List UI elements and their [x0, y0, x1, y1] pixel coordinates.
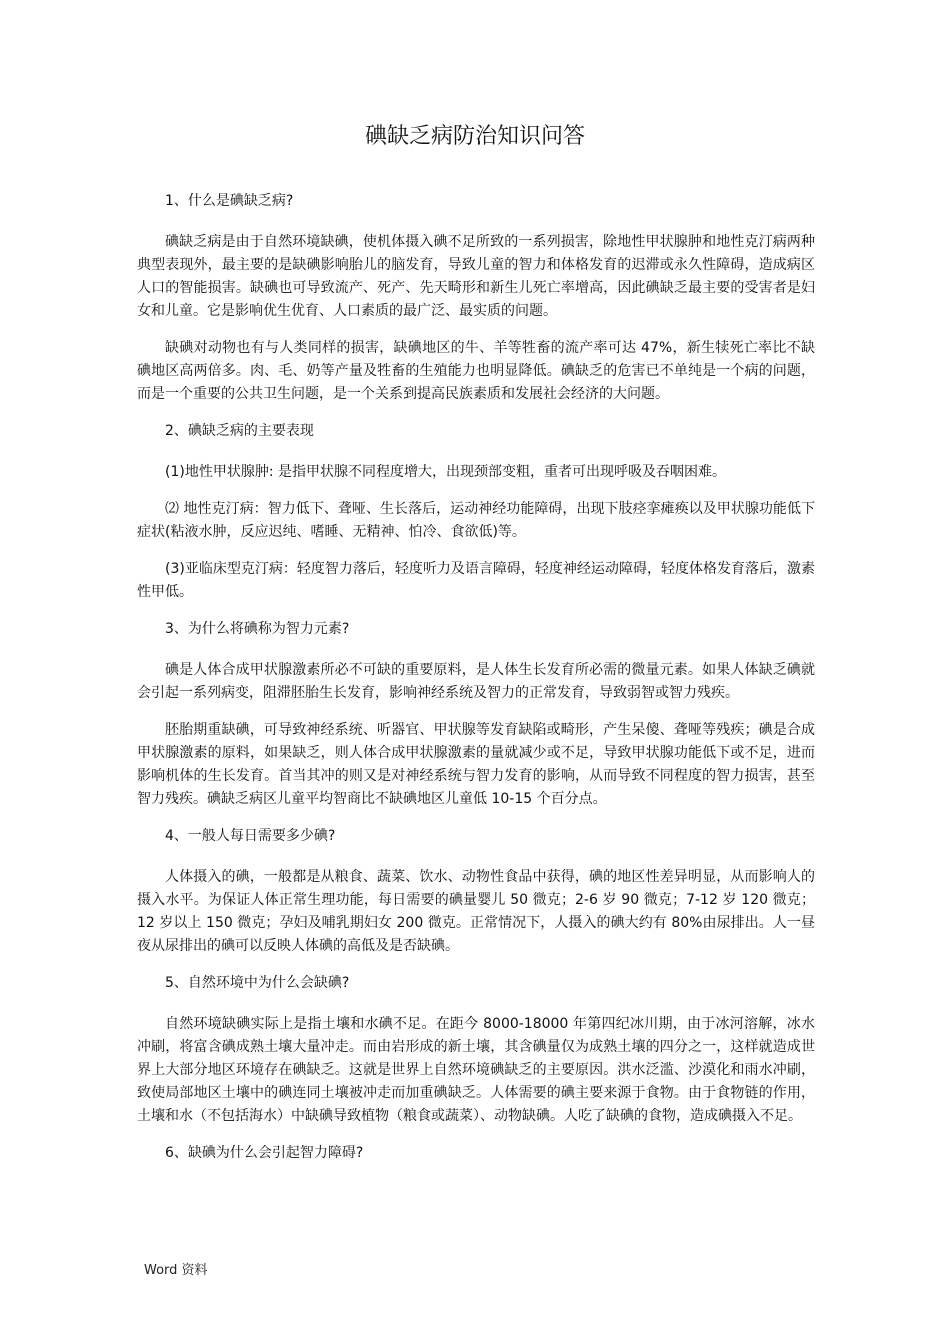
- paragraph: ⑵ 地性克汀病：智力低下、聋哑、生长落后，运动神经功能障碍，出现下肢痉挛瘫痪以及甲状腺功能低下症状(粘液水肿，反应迟纯、嗜睡、无精神、怕冷、食欲低)等。: [137, 501, 815, 540]
- paragraph: (3)亚临床型克汀病：轻度智力落后，轻度听力及语言障碍，轻度神经运动障碍，轻度体格发育落后，激素性甲低。: [137, 561, 815, 600]
- paragraph: 胚胎期重缺碘，可导致神经系统、听器官、甲状腺等发育缺陷或畸形，产生呆傻、聋哑等残疾；碘是合成甲状腺激素的原料，如果缺乏，则人体合成甲状腺激素的量就减少或不足，导致甲状腺功能低下或不足，进而影响机体的生长发育。首当其冲的则又是对神经系统与智力发育的影响，从而导致不同程度的智力损害，甚至智力残疾。碘缺乏病区儿童平均智商比不缺碘地区儿童低 10-15 个百分点。: [137, 722, 815, 807]
- question-heading: 5、自然环境中为什么会缺碘?: [165, 975, 350, 991]
- question-heading: 2、碘缺乏病的主要表现: [165, 423, 314, 439]
- paragraph: 人体摄入的碘，一般都是从粮食、蔬菜、饮水、动物性食品中获得，碘的地区性差异明显，从而影响人的摄入水平。为保证人体正常生理功能，每日需要的碘量婴儿 50 微克；2-6 岁 90 微克；7-12 岁 120 微克；12 岁以上 150 微克；孕妇及哺乳期妇女 200 微克。正常情况下，人摄入的碘大约有 80%由尿排出。人一昼夜从尿排出的碘可以反映人体碘的高低及是否缺碘。: [137, 869, 815, 954]
- question-heading: 3、为什么将碘称为智力元素?: [165, 621, 350, 637]
- paragraph: 缺碘对动物也有与人类同样的损害，缺碘地区的牛、羊等牲畜的流产率可达 47%，新生犊死亡率比不缺碘地区高两倍多。肉、毛、奶等产量及牲畜的生殖能力也明显降低。碘缺乏的危害已不单纯是一个病的问题，而是一个重要的公共卫生问题，是一个关系到提高民族素质和发展社会经济的大问题。: [137, 340, 815, 402]
- question-heading: 1、什么是碘缺乏病?: [165, 193, 294, 209]
- footer-watermark: Word 资料: [144, 1263, 208, 1278]
- paragraph: 碘缺乏病是由于自然环境缺碘，使机体摄入碘不足所致的一系列损害，除地性甲状腺肿和地性克汀病两种典型表现外，最主要的是缺碘影响胎儿的脑发育，导致儿童的智力和体格发育的迟滞或永久性障碍，造成病区人口的智能损害。缺碘也可导致流产、死产、先天畸形和新生儿死亡率增高，因此碘缺乏最主要的受害者是妇女和儿童。它是影响优生优育、人口素质的最广泛、最实质的问题。: [137, 234, 815, 319]
- document-title: 碘缺乏病防治知识问答: [364, 124, 585, 149]
- paragraph: 自然环境缺碘实际上是指土壤和水碘不足。在距今 8000-18000 年第四纪冰川期，由于冰河溶解，冰水冲刷，将富含碘成熟土壤大量冲走。而由岩形成的新土壤，其含碘量仅为成熟土壤的四分之一，这样就造成世界上大部分地区环境存在碘缺乏。这就是世界上自然环境碘缺乏的主要原因。洪水泛滥、沙漠化和雨水冲刷，致使局部地区土壤中的碘连同土壤被冲走而加重碘缺乏。人体需要的碘主要来源于食物。由于食物链的作用，土壤和水（不包括海水）中缺碘导致植物（粮食或蔬菜）、动物缺碘。人吃了缺碘的食物，造成碘摄入不足。: [137, 1016, 815, 1124]
- paragraph: (1)地性甲状腺肿: 是指甲状腺不同程度增大，出现颈部变粗，重者可出现呼吸及吞咽困难。: [165, 464, 726, 480]
- paragraph: 碘是人体合成甲状腺激素所必不可缺的重要原料，是人体生长发育所必需的微量元素。如果人体缺乏碘就会引起一系列病变，阻滞胚胎生长发育，影响神经系统及智力的正常发育，导致弱智或智力残疾。: [137, 662, 815, 701]
- question-heading: 6、缺碘为什么会引起智力障碍?: [165, 1145, 364, 1161]
- question-heading: 4、一般人每日需要多少碘?: [165, 828, 336, 844]
- document-body: [137, 190, 815, 1183]
